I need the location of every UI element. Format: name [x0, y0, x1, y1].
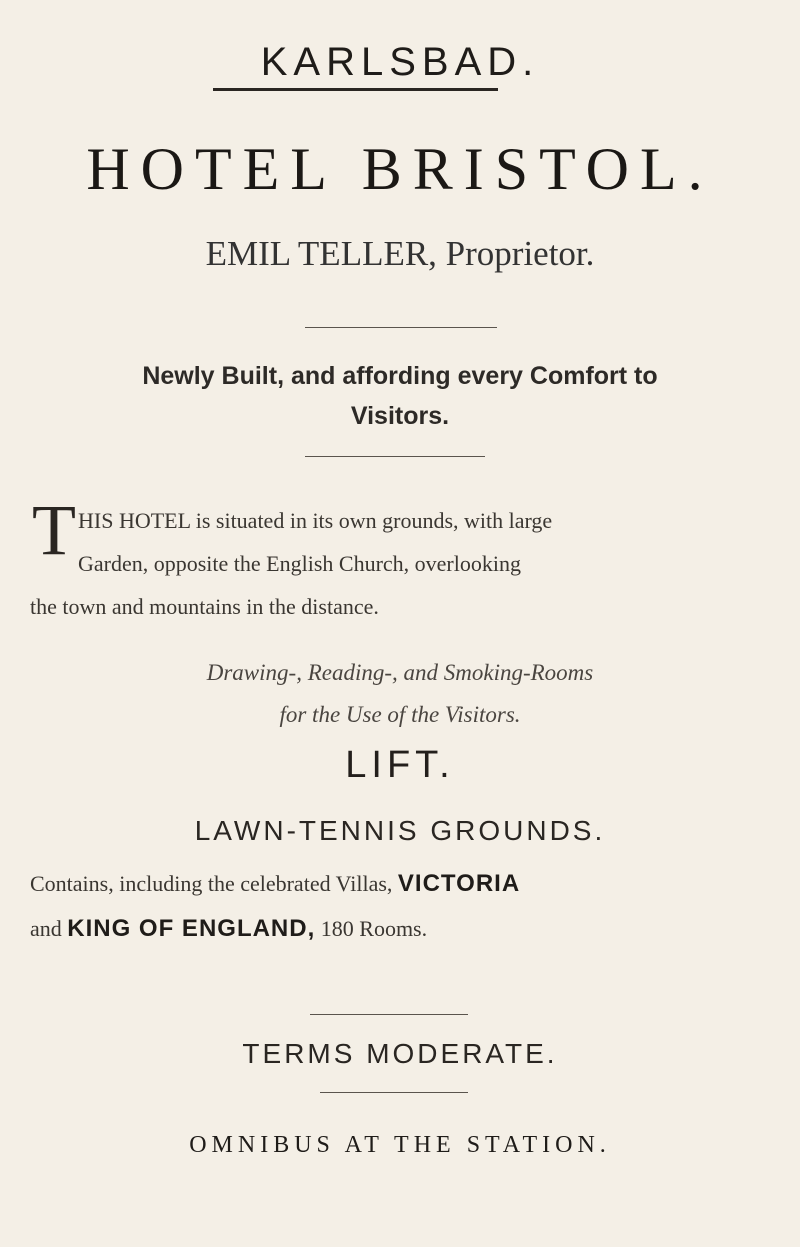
tagline-line-1: Newly Built, and affording every Comfort to: [142, 362, 658, 390]
drop-cap: T: [32, 490, 76, 570]
contains-line-2: [30, 915, 427, 943]
contains-joiner: and: [30, 916, 62, 941]
description-line-3: the town and mountains in the distance.: [30, 594, 379, 619]
divider: [305, 456, 485, 457]
proprietor-line: EMIL TELLER, Proprietor.: [205, 234, 595, 273]
tennis-heading: LAWN-TENNIS GROUNDS.: [194, 815, 606, 846]
description-line-2: Garden, opposite the English Church, overlooking: [78, 551, 521, 576]
rooms-line-2: for the Use of the Visitors.: [279, 702, 521, 727]
rooms-info: [0, 652, 800, 736]
description-line-1: HIS HOTEL is situated in its own grounds, with large: [78, 508, 553, 533]
tagline: [0, 356, 800, 436]
city-heading: KARLSBAD.: [260, 40, 540, 84]
villa-king-of-england: KING OF ENGLAND,: [67, 915, 316, 942]
lift-heading: LIFT.: [345, 744, 455, 786]
contains-prefix: Contains, including the celebrated Villas,: [30, 871, 393, 896]
divider: [310, 1014, 468, 1015]
omnibus-line: OMNIBUS AT THE STATION.: [189, 1132, 611, 1158]
villa-victoria: VICTORIA: [397, 870, 521, 897]
terms-heading: TERMS MODERATE.: [242, 1038, 558, 1069]
tagline-line-2: Visitors.: [350, 402, 450, 430]
divider: [320, 1092, 468, 1093]
divider: [305, 327, 497, 328]
rooms-line-1: Drawing-, Reading-, and Smoking-Rooms: [206, 660, 594, 685]
hotel-name: HOTEL BRISTOL.: [86, 136, 714, 202]
room-count: 180 Rooms.: [320, 916, 428, 941]
contains-line-1: [30, 870, 520, 898]
city-underline: [213, 88, 498, 91]
